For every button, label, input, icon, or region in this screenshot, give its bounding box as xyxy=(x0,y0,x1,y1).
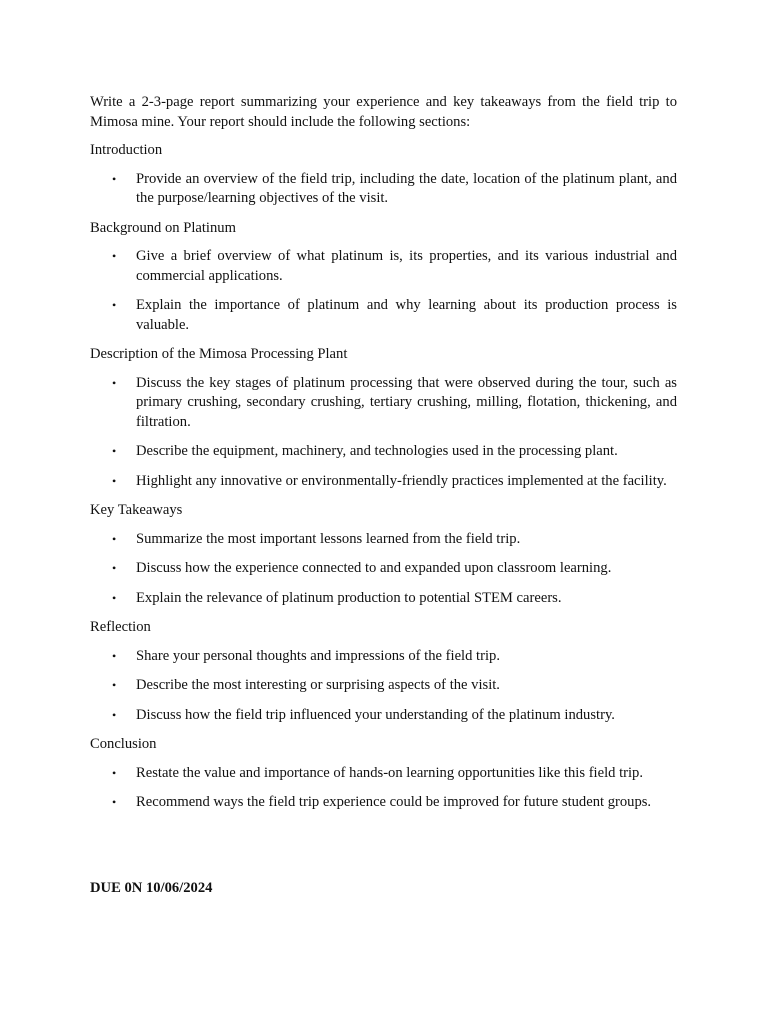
list-item-text: Explain the relevance of platinum production to potential STEM careers. xyxy=(136,589,562,606)
section-key-takeaways xyxy=(90,501,677,608)
list-item-text: Highlight any innovative or environmentally-friendly practices implemented at the facility. xyxy=(136,472,667,489)
section-heading: Key Takeaways xyxy=(90,502,183,518)
list-item xyxy=(90,170,677,209)
list-item xyxy=(90,296,677,335)
document-page xyxy=(90,93,677,823)
bullet-list xyxy=(90,647,677,726)
bullet-icon: • xyxy=(112,648,117,663)
bullet-icon: • xyxy=(112,249,117,263)
list-item xyxy=(90,764,677,784)
list-item-text: Give a brief overview of what platinum is, its properties, and its various industrial and commercial applications. xyxy=(136,248,677,284)
list-item-text: Describe the most interesting or surprising aspects of the visit. xyxy=(136,677,500,693)
list-item xyxy=(90,676,677,696)
bullet-icon: • xyxy=(112,444,117,458)
intro-paragraph: Write a 2-3-page report summarizing your experience and key takeaways from the field trip to Mimosa mine. Your report should include the following sections: xyxy=(90,94,677,130)
section-heading: Conclusion xyxy=(90,736,157,752)
list-item-text: Provide an overview of the field trip, including the date, location of the platinum plant, and the purpose/learning objectives of the visit. xyxy=(136,170,677,206)
bullet-icon: • xyxy=(112,531,117,546)
list-item-text: Explain the importance of platinum and why learning about its production process is valuable. xyxy=(136,297,677,333)
list-item-text: Share your personal thoughts and impressions of the field trip. xyxy=(136,647,500,664)
list-item xyxy=(90,530,677,550)
bullet-icon: • xyxy=(112,375,117,390)
list-item-text: Discuss the key stages of platinum processing that were observed during the tour, such as primary crushing, secondary crushing, tertiary crushing, milling, flotation, thickening, and filtration. xyxy=(136,374,677,430)
section-heading: Reflection xyxy=(90,619,151,635)
bullet-list xyxy=(90,764,677,813)
list-item-text: Describe the equipment, machinery, and technologies used in the processing plant. xyxy=(136,443,618,459)
bullet-icon: • xyxy=(112,171,117,186)
bullet-icon: • xyxy=(112,707,117,722)
list-item xyxy=(90,442,677,462)
bullet-icon: • xyxy=(112,678,117,692)
section-introduction xyxy=(90,141,677,209)
section-reflection xyxy=(90,618,677,725)
bullet-icon: • xyxy=(112,561,117,575)
bullet-icon: • xyxy=(112,473,117,488)
list-item-text: Summarize the most important lessons learned from the field trip. xyxy=(136,530,521,547)
section-heading: Description of the Mimosa Processing Plant xyxy=(90,346,348,362)
list-item-text: Discuss how the experience connected to and expanded upon classroom learning. xyxy=(136,560,612,576)
section-heading: Background on Platinum xyxy=(90,219,236,236)
bullet-list xyxy=(90,530,677,609)
bullet-icon: • xyxy=(112,298,117,312)
bullet-list xyxy=(90,170,677,209)
bullet-icon: • xyxy=(112,795,117,809)
bullet-icon: • xyxy=(112,590,117,605)
bullet-list xyxy=(90,374,677,492)
list-item xyxy=(90,247,677,286)
list-item xyxy=(90,589,677,609)
section-plant-description xyxy=(90,345,677,491)
list-item xyxy=(90,374,677,433)
bullet-icon: • xyxy=(112,765,117,780)
list-item-text: Discuss how the field trip influenced your understanding of the platinum industry. xyxy=(136,706,615,723)
list-item xyxy=(90,472,677,492)
section-heading: Introduction xyxy=(90,142,163,158)
list-item xyxy=(90,706,677,726)
bullet-list xyxy=(90,247,677,335)
list-item xyxy=(90,647,677,667)
list-item xyxy=(90,793,677,813)
list-item-text: Restate the value and importance of hands-on learning opportunities like this field trip. xyxy=(136,764,643,781)
list-item-text: Recommend ways the field trip experience could be improved for future student groups. xyxy=(136,794,652,810)
section-background xyxy=(90,219,677,336)
section-conclusion xyxy=(90,735,677,813)
list-item xyxy=(90,559,677,579)
due-date: DUE 0N 10/06/2024 xyxy=(90,880,213,896)
